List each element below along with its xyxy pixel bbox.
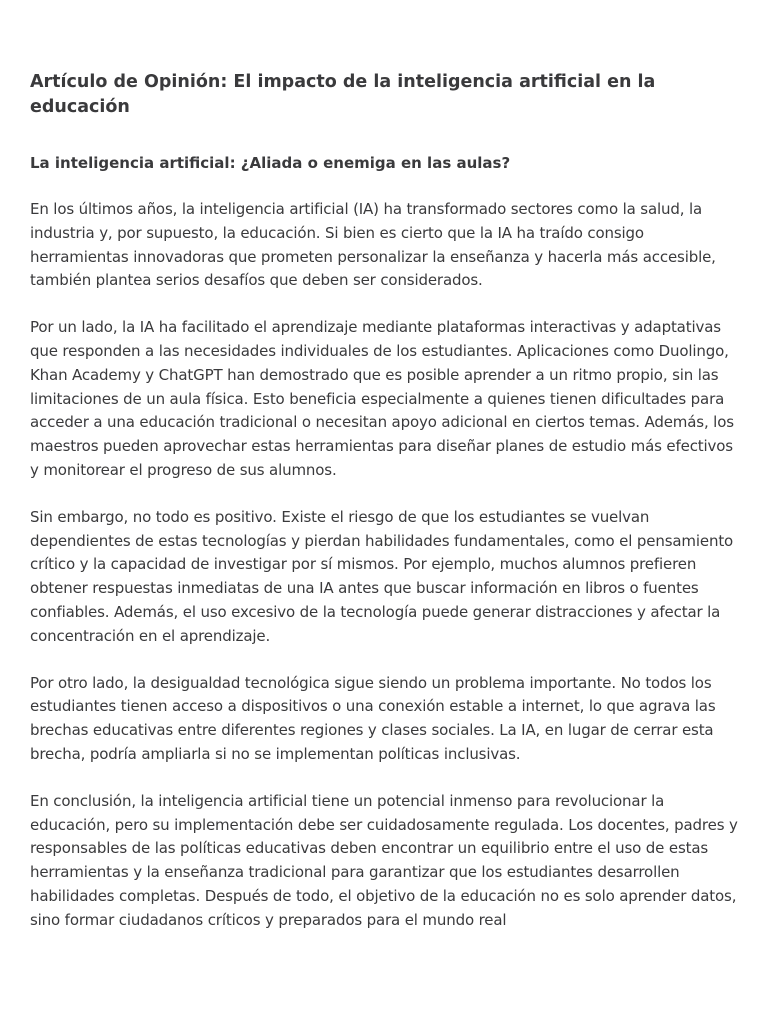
article [30, 70, 742, 933]
article-title: Artículo de Opinión: El impacto de la inteligencia artificial en la educación [30, 72, 656, 117]
paragraph-intro: En los últimos años, la inteligencia artificial (IA) ha transformado sectores como la salud, la industria y, por supuesto, la educación. Si bien es cierto que la IA ha traído consigo herramientas innovadoras que prometen personalizar la enseñanza y hacerla más accesible, también plantea serios desafíos que deben ser considerados. [30, 200, 716, 290]
paragraph-conclusion: En conclusión, la inteligencia artificial tiene un potencial inmenso para revolucionar la educación, pero su implementación debe ser cuidadosamente regulada. Los docentes, padres y responsables de las políticas educativas deben encontrar un equilibrio entre el uso de estas herramientas y la enseñanza tradicional para garantizar que los estudiantes desarrollen habilidades completas. Después de todo, el objetivo de la educación no es solo aprender datos, sino formar ciudadanos críticos y preparados para el mundo real [30, 791, 738, 929]
article-subtitle: La inteligencia artificial: ¿Aliada o enemiga en las aulas? [30, 154, 511, 172]
paragraph-risks: Sin embargo, no todo es positivo. Existe el riesgo de que los estudiantes se vuelvan dependientes de estas tecnologías y pierdan habilidades fundamentales, como el pensamiento crítico y la capacidad de investigar por sí mismos. Por ejemplo, muchos alumnos prefieren obtener respuestas inmediatas de una IA antes que buscar información en libros o fuentes confiables. Además, el uso excesivo de la tecnología puede generar distracciones y afectar la concentración en el aprendizaje. [30, 507, 734, 645]
paragraph-inequality: Por otro lado, la desigualdad tecnológica sigue siendo un problema importante. No todos los estudiantes tienen acceso a dispositivos o una conexión estable a internet, lo que agrava las brechas educativas entre diferentes regiones y clases sociales. La IA, en lugar de cerrar esta brecha, podría ampliarla si no se implementan políticas inclusivas. [30, 673, 716, 763]
paragraph-benefits: Por un lado, la IA ha facilitado el aprendizaje mediante plataformas interactivas y adaptativas que responden a las necesidades individuales de los estudiantes. Aplicaciones como Duolingo, Khan Academy y ChatGPT han demostrado que es posible aprender a un ritmo propio, sin las limitaciones de un aula física. Esto beneficia especialmente a quienes tienen dificultades para acceder a una educación tradicional o necesitan apoyo adicional en ciertos temas. Además, los maestros pueden aprovechar estas herramientas para diseñar planes de estudio más efectivos y monitorear el progreso de sus alumnos. [30, 318, 734, 479]
